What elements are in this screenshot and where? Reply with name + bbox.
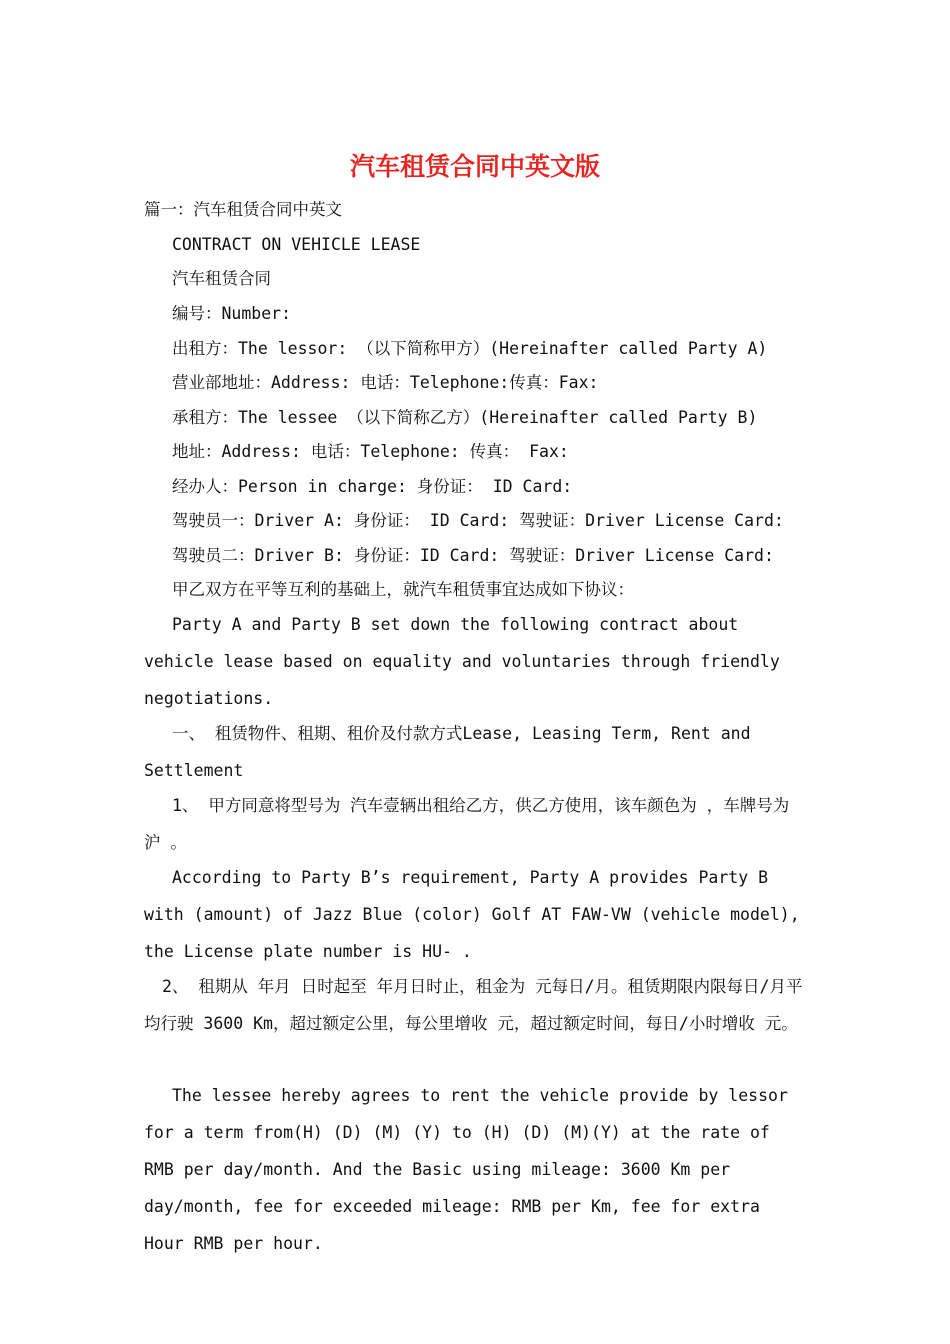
document-title: 汽车租赁合同中英文版 <box>349 152 600 181</box>
article-one-heading: 一、 租赁物件、租期、租价及付款方式Lease, Leasing Term, Rent and Settlement <box>144 724 751 780</box>
clause-1-english: According to Party B’s requirement, Party A provides Party B with (amount) of Jazz Blue (color) Golf AT FAW-VW (vehicle model), the License plate number is HU- . <box>144 868 800 961</box>
section-heading: 篇一：汽车租赁合同中英文 <box>144 200 342 219</box>
driver-b-line: 驾驶员二：Driver B: 身份证：ID Card: 驾驶证：Driver License Card: <box>172 546 774 565</box>
contract-number-line: 编号：Number: <box>172 304 292 323</box>
clause-1-chinese: 1、 甲方同意将型号为 汽车壹辆出租给乙方，供乙方使用，该车颜色为 ，车牌号为 沪 。 <box>144 796 790 852</box>
lessee-address-line: 地址：Address: 电话：Telephone: 传真： Fax: <box>172 442 569 461</box>
intro-paragraph-english: Party A and Party B set down the following contract about vehicle lease based on equality and voluntaries through friendly negotiations. <box>144 615 780 708</box>
clause-2-english: The lessee hereby agrees to rent the vehicle provide by lessor for a term from(H) (D) (M) (Y) to (H) (D) (M)(Y) at the rate of RMB per day/month. And the Basic using mileage: 3600 Km per day/month, fee for exceeded mileage: RMB per Km, fee for extra Hour RMB per hour. <box>144 1086 788 1253</box>
person-in-charge-line: 经办人：Person in charge: 身份证： ID Card: <box>172 477 573 496</box>
driver-a-line: 驾驶员一：Driver A: 身份证： ID Card: 驾驶证：Driver License Card: <box>172 511 784 530</box>
agreement-intro-line: 甲乙双方在平等互利的基础上，就汽车租赁事宜达成如下协议： <box>172 580 634 599</box>
contract-chinese-title: 汽车租赁合同 <box>172 269 271 288</box>
lessor-line: 出租方：The lessor: （以下简称甲方）(Hereinafter called Party A) <box>172 339 768 358</box>
business-address-line: 营业部地址：Address: 电话：Telephone:传真：Fax: <box>172 373 599 392</box>
clause-2-chinese: 2、 租期从 年月 日时起至 年月日时止，租金为 元每日/月。租赁期限内限每日/月平均行驶 3600 Km，超过额定公里，每公里增收 元，超过额定时间，每日/小时增收 元。 <box>144 977 803 1033</box>
lessee-line: 承租方：The lessee （以下简称乙方）(Hereinafter called Party B) <box>172 408 758 427</box>
contract-english-title: CONTRACT ON VEHICLE LEASE <box>172 235 421 254</box>
